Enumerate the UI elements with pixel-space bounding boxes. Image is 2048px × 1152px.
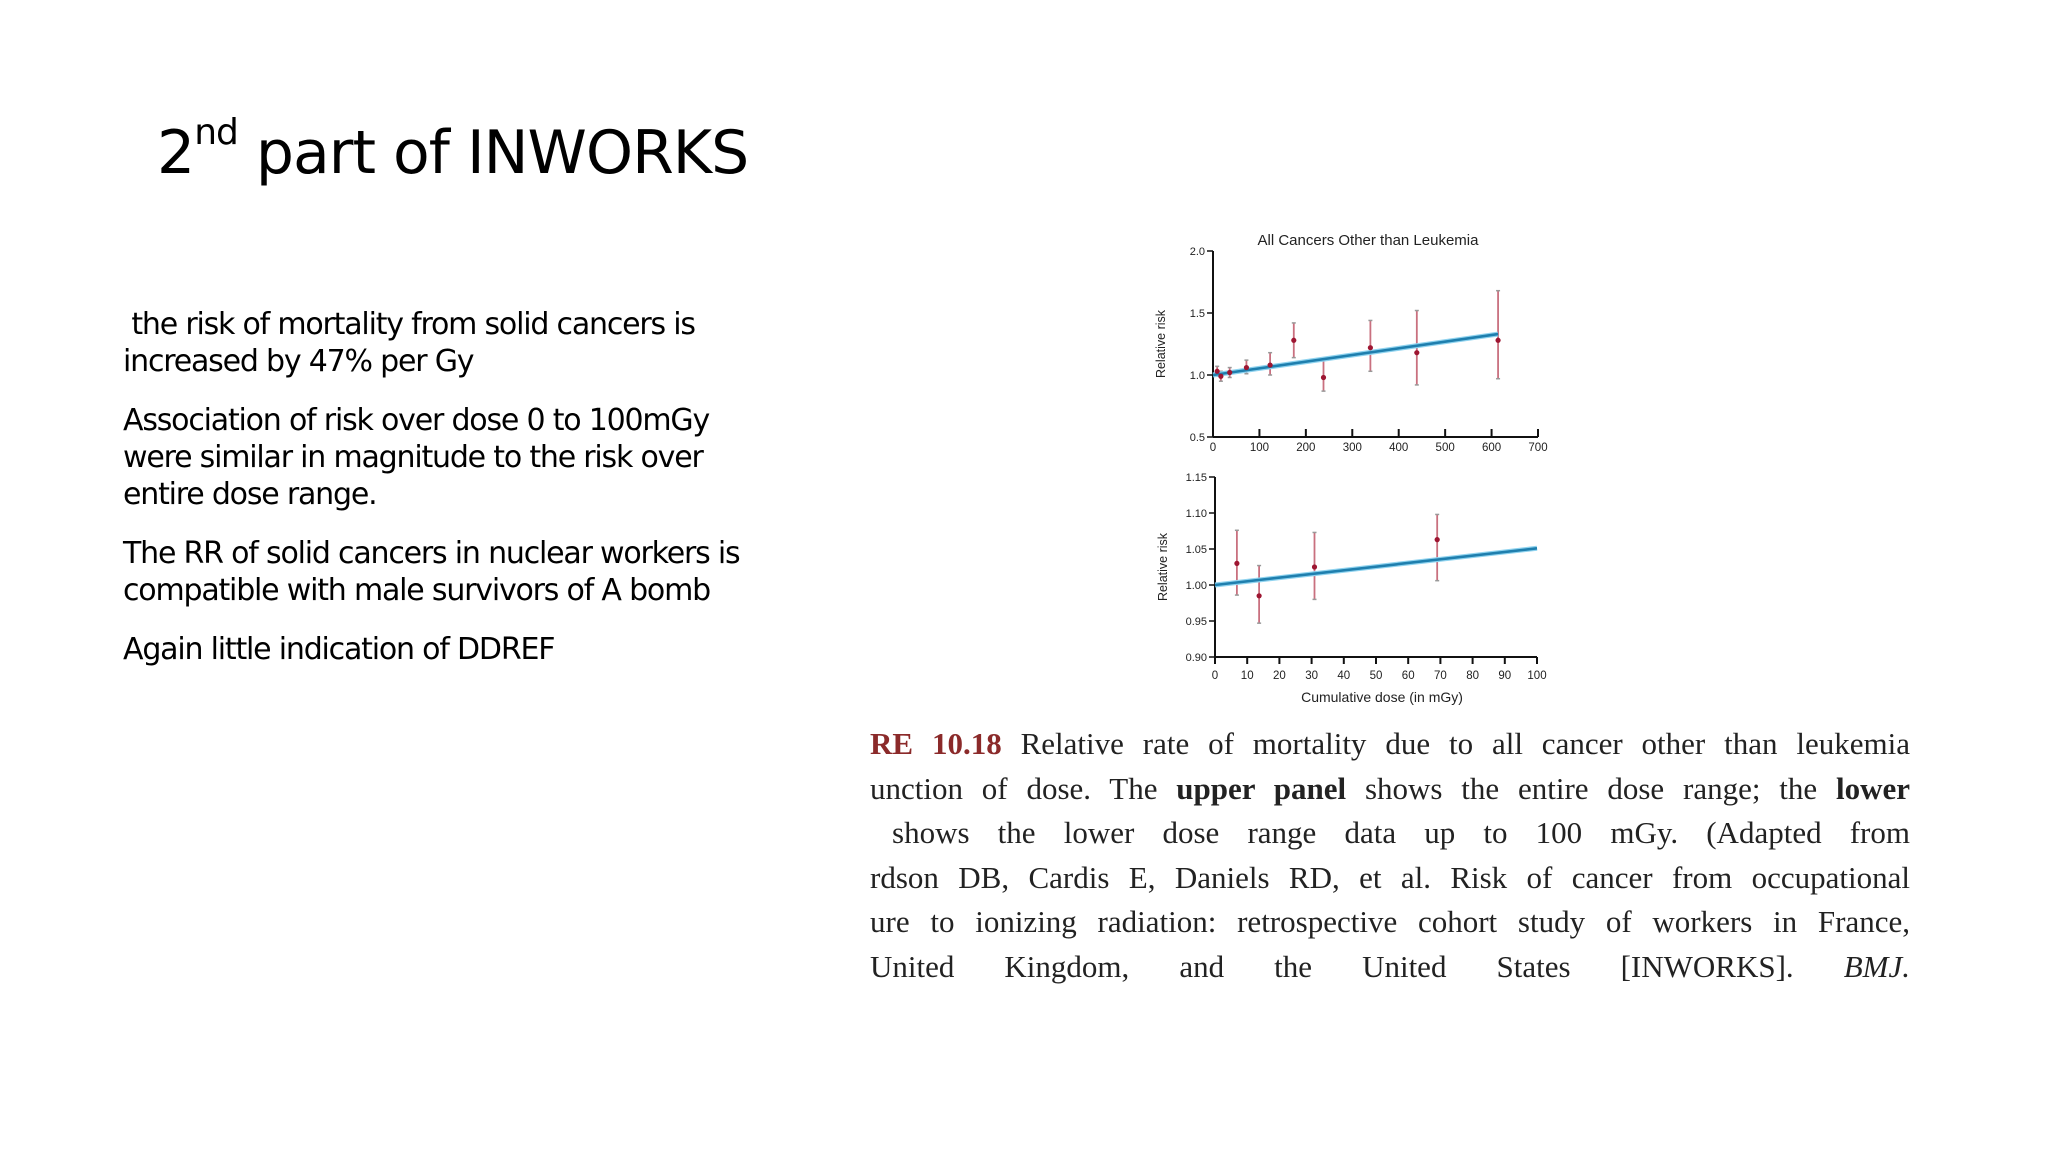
caption-line bbox=[870, 767, 1910, 812]
bullet-item: The RR of solid cancers in nuclear workers is compatible with male survivors of A bomb bbox=[123, 536, 740, 608]
caption-text: rdson DB, Cardis E, Daniels RD, et al. Risk of cancer from occupational bbox=[870, 859, 1910, 895]
bullet-item: Again little indication of DDREF bbox=[123, 632, 555, 667]
y-tick-label: 1.5 bbox=[1189, 308, 1205, 320]
x-tick-label: 400 bbox=[1389, 442, 1409, 454]
x-tick-label: 200 bbox=[1296, 442, 1316, 454]
y-tick-label: 2.0 bbox=[1189, 246, 1205, 258]
caption-line bbox=[870, 811, 1910, 856]
x-tick-label: 30 bbox=[1305, 670, 1318, 682]
y-axis-label: Relative risk bbox=[1156, 532, 1170, 602]
data-point bbox=[1244, 365, 1249, 370]
figure-caption bbox=[870, 722, 1910, 990]
caption-emphasis: upper panel bbox=[1176, 770, 1347, 806]
data-point bbox=[1414, 350, 1419, 355]
x-tick-label: 0 bbox=[1211, 670, 1219, 682]
caption-line bbox=[870, 722, 1910, 767]
y-tick-label: 1.0 bbox=[1189, 370, 1205, 382]
x-tick-label: 90 bbox=[1498, 670, 1512, 682]
y-tick-label: 1.05 bbox=[1185, 544, 1207, 556]
data-point bbox=[1218, 374, 1223, 379]
data-point bbox=[1227, 370, 1232, 375]
x-tick-label: 600 bbox=[1481, 442, 1502, 454]
caption-text: United Kingdom, and the United States [INWORKS]. bbox=[870, 948, 1844, 984]
data-point bbox=[1312, 564, 1317, 569]
x-tick-label: 100 bbox=[1249, 442, 1270, 454]
x-tick-label: 50 bbox=[1369, 670, 1383, 682]
data-point bbox=[1257, 593, 1262, 598]
caption-emphasis: BMJ. bbox=[1843, 948, 1910, 984]
y-tick-label: 0.95 bbox=[1185, 616, 1207, 628]
caption-text: ure to ionizing radiation: retrospective cohort study of workers in France, bbox=[870, 904, 1910, 939]
caption-emphasis: lower bbox=[1835, 770, 1910, 806]
fit-line bbox=[1213, 334, 1498, 375]
x-tick-label: 10 bbox=[1240, 670, 1254, 682]
x-tick-label: 700 bbox=[1528, 442, 1548, 454]
caption-text: shows the lower dose range data up to 100 mGy. (Adapted from bbox=[892, 815, 1910, 850]
x-tick-label: 40 bbox=[1337, 670, 1351, 682]
data-point bbox=[1291, 338, 1296, 343]
y-tick-label: 1.15 bbox=[1185, 472, 1207, 484]
y-tick-label: 0.90 bbox=[1185, 652, 1207, 664]
data-point bbox=[1268, 362, 1273, 367]
data-point bbox=[1368, 345, 1373, 350]
title-superscript: nd bbox=[194, 112, 238, 153]
data-point bbox=[1495, 338, 1500, 343]
caption-text: shows the entire dose range; the bbox=[1346, 770, 1836, 806]
x-tick-label: 70 bbox=[1434, 670, 1447, 682]
x-tick-label: 500 bbox=[1435, 442, 1455, 454]
x-tick-label: 60 bbox=[1401, 670, 1415, 682]
y-axis-label: Relative risk bbox=[1154, 309, 1168, 379]
chart-title: All Cancers Other than Leukemia bbox=[1257, 232, 1479, 249]
caption-line bbox=[870, 945, 1910, 990]
data-point bbox=[1215, 369, 1220, 374]
y-tick-label: 1.00 bbox=[1185, 580, 1207, 592]
figure-number: RE 10.18 bbox=[870, 726, 1002, 761]
bullet-item: the risk of mortality from solid cancers is increased by 47% per Gy bbox=[123, 307, 704, 379]
data-point bbox=[1234, 561, 1239, 566]
x-tick-label: 100 bbox=[1527, 670, 1547, 682]
x-axis-label: Cumulative dose (in mGy) bbox=[1301, 689, 1463, 705]
title-text: part of INWORKS bbox=[237, 118, 749, 188]
caption-text: Relative rate of mortality due to all cancer other than leukemia bbox=[1001, 726, 1910, 761]
x-tick-label: 20 bbox=[1273, 670, 1286, 682]
x-tick-label: 0 bbox=[1209, 442, 1217, 454]
data-point bbox=[1321, 375, 1326, 380]
y-tick-label: 1.10 bbox=[1185, 508, 1207, 520]
data-point bbox=[1435, 537, 1440, 542]
caption-text: unction of dose. The bbox=[870, 770, 1177, 806]
y-tick-label: 0.5 bbox=[1189, 432, 1205, 444]
caption-line bbox=[870, 856, 1910, 901]
fit-line bbox=[1215, 548, 1537, 585]
title-number: 2 bbox=[157, 118, 195, 188]
x-tick-label: 80 bbox=[1466, 670, 1479, 682]
bullet-item: Association of risk over dose 0 to 100mGy were similar in magnitude to the risk over entire dose range. bbox=[123, 403, 710, 512]
caption-line bbox=[870, 900, 1910, 945]
x-tick-label: 300 bbox=[1342, 442, 1362, 454]
